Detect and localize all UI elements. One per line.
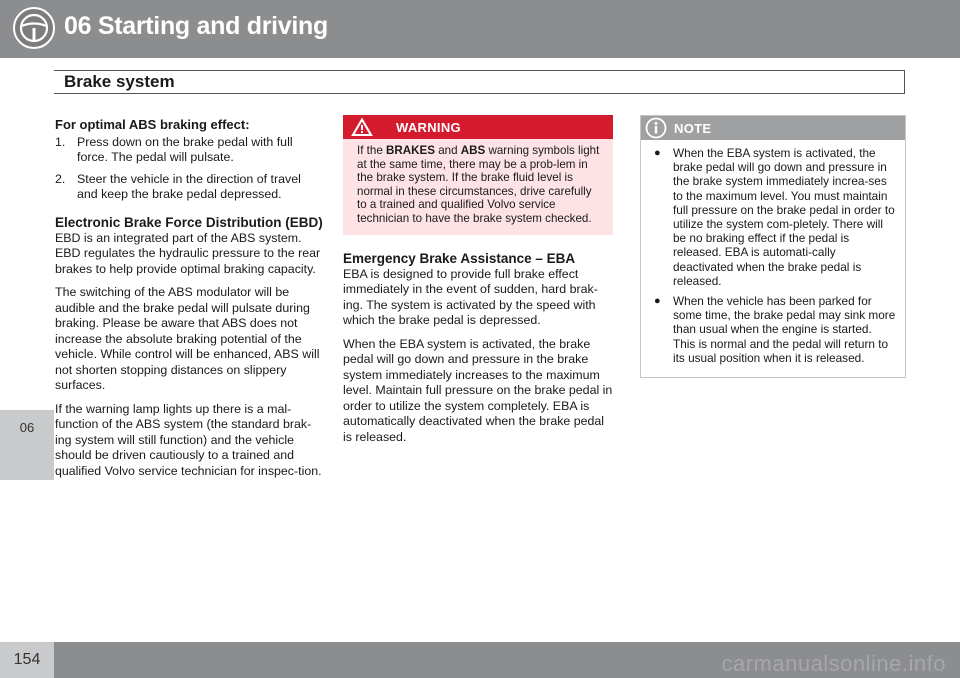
chapter-tab-label: 06 bbox=[19, 420, 35, 435]
note-body bbox=[641, 140, 905, 377]
paragraph: When the EBA system is activated, the brake pedal will go down and pressure in the brake system immediately increases to the maximum level. Maintain full pressure on the brake pedal in order to utilize the system completely. EBA is automatically deactivated when the brake pedal is released. bbox=[343, 336, 613, 444]
warning-text-part: warning symbols light at the same time, there may be a prob-lem in the brake system. If the brake fluid level is normal in these circumstances, drive carefully to a trained and qualified Volvo service technician to have the brake system checked. bbox=[357, 144, 600, 225]
step-item bbox=[55, 135, 323, 166]
step-text: Steer the vehicle in the direction of travel and keep the brake pedal depressed. bbox=[77, 171, 301, 201]
step-number: 2. bbox=[55, 171, 66, 186]
brakes-symbol-name: BRAKES bbox=[386, 144, 435, 157]
chapter-title: 06 Starting and driving bbox=[64, 12, 328, 40]
warning-text bbox=[343, 139, 613, 235]
abs-effect-heading: For optimal ABS braking effect: bbox=[55, 117, 250, 132]
info-icon bbox=[645, 117, 667, 139]
step-list bbox=[55, 135, 323, 203]
warning-text-part: and bbox=[434, 144, 461, 157]
warning-label: WARNING bbox=[396, 120, 461, 135]
left-margin bbox=[0, 58, 54, 410]
paragraph: EBA is designed to provide full brake effect immediately in the event of sudden, hard brak-ing. The system is activated by the speed with which the brake pedal is depressed. bbox=[343, 266, 598, 328]
column-middle bbox=[343, 115, 613, 453]
paragraph: The switching of the ABS modulator will be audible and the brake pedal will pulsate during braking. Please be aware that ABS does not increase the absolute braking potential of the vehicle. While control will be enhanced, ABS will not shorten stopping distances on slippery surfaces. bbox=[55, 285, 320, 392]
paragraph: If the warning lamp lights up there is a mal-function of the ABS system (the standard brak-ing system will still function) and the vehicle should be driven cautiously to a trained and qualified Volvo service technician for inspec-tion. bbox=[55, 401, 322, 478]
paragraph: EBD is an integrated part of the ABS system. EBD regulates the hydraulic pressure to the rear brakes to help provide optimal braking capacity. bbox=[55, 230, 321, 276]
note-text: When the EBA system is activated, the brake pedal will go down and pressure in the brake system immediately increa-ses to the maximum level. You must maintain full pressure on the brake pedal in order to utilize the system com-pletely. There will be no braking effect if the pedal is released. EBA is automati-cally deactivated when the brake pedal is released. bbox=[673, 146, 895, 288]
note-item bbox=[649, 294, 897, 365]
warning-text-part: If the bbox=[357, 144, 387, 157]
left-margin-bottom bbox=[0, 480, 54, 642]
note-label: NOTE bbox=[674, 121, 712, 136]
steering-wheel-icon bbox=[12, 6, 56, 50]
note-box bbox=[640, 115, 906, 378]
column-left bbox=[55, 117, 323, 487]
eba-heading: Emergency Brake Assistance – EBA bbox=[343, 250, 576, 266]
bullet-icon: ● bbox=[654, 295, 661, 308]
warning-box bbox=[343, 115, 613, 235]
section-header bbox=[54, 70, 905, 94]
page-number: 154 bbox=[13, 651, 41, 668]
note-header bbox=[641, 116, 905, 140]
section-title: Brake system bbox=[64, 72, 175, 91]
step-number: 1. bbox=[55, 134, 66, 149]
ebd-heading: Electronic Brake Force Distribution (EBD) bbox=[55, 214, 323, 230]
step-text: Press down on the brake pedal with full force. The pedal will pulsate. bbox=[77, 134, 293, 164]
warning-triangle-icon bbox=[351, 117, 373, 137]
note-text: When the vehicle has been parked for some time, the brake pedal may sink more than usual when the engine is started. This is normal and the pedal will return to its usual position when it is released. bbox=[673, 294, 896, 365]
column-right bbox=[640, 115, 904, 378]
note-item bbox=[649, 146, 897, 288]
chapter-tab bbox=[0, 410, 54, 480]
chapter-header bbox=[0, 0, 960, 58]
watermark: carmanualsonline.info bbox=[721, 651, 946, 676]
warning-header bbox=[343, 115, 613, 139]
abs-symbol-name: ABS bbox=[460, 144, 486, 157]
step-item bbox=[55, 172, 323, 203]
bullet-icon: ● bbox=[654, 147, 661, 159]
